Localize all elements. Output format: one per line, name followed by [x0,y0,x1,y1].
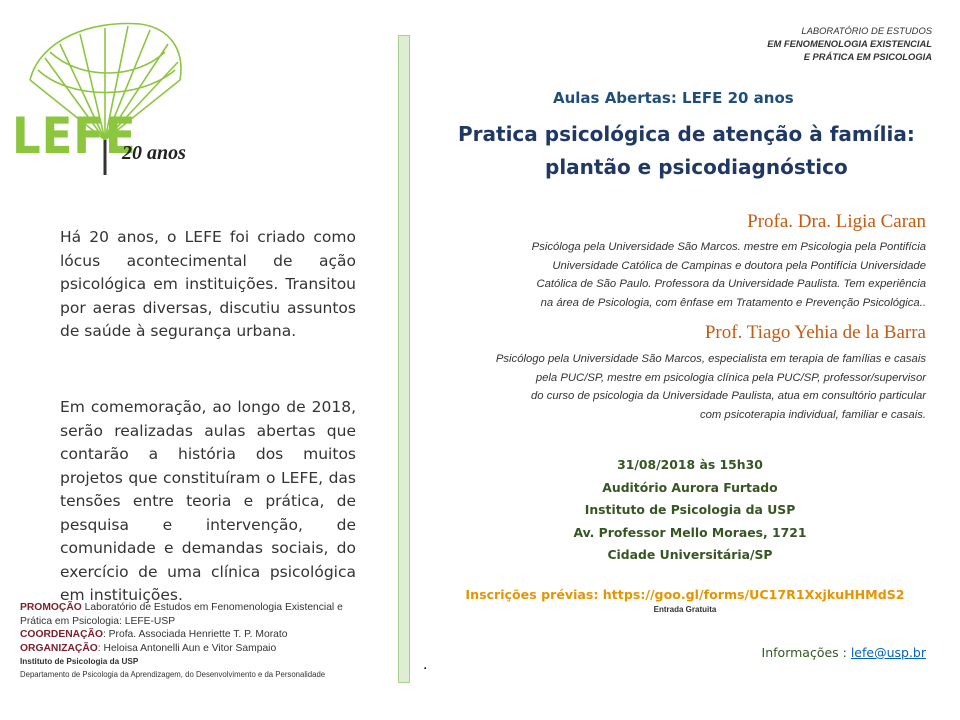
stray-dot: . [423,656,428,673]
intro-paragraph-2: Em comemoração, ao longo de 2018, serão realizadas aulas abertas que contarão a história dos muitos projetos que constituíram o LEFE, das tensões entre teoria e prática, de pesquisa e intervenção, de comunidade e demandas sociais, do exercício de uma clínica psicológica em instituições. [60,398,356,604]
event-address: Av. Professor Mello Moraes, 1721 [573,524,807,540]
speaker-1-bio: Psicóloga pela Universidade São Marcos. mestre em Psicologia pela Pontifícia Universidade Católica de Campinas e doutora pela Pontifícia Universidade Católica de São Paulo. Professora da Universidade Paulista. Tem experiência na área de Psicologia, com ênfase em Tratamento e Prevenção Psicológica.. [531,241,926,309]
event-title-line-1: Pratica psicológica de atenção à família: [458,122,915,146]
credits-promotion: PROMOÇÃO Laboratório de Estudos em Fenomenologia Existencial e Prática em Psicologia: LEFE-USP [20,602,343,627]
contact-email-link[interactable]: lefe@usp.br [850,645,926,660]
intro-paragraph-1: Há 20 anos, o LEFE foi criado como lócus acontecimental de ação psicológica em instituições. Transitou por aeras diversas, discutiu assuntos de saúde à segurança urbana. [60,228,356,340]
credits-institute: Instituto de Psicologia da USP [20,657,139,666]
lab-header [767,24,932,63]
speaker-2-name: Prof. Tiago Yehia de la Barra [704,322,926,343]
event-institute: Instituto de Psicologia da USP [584,502,796,517]
event-title-line-2: plantão e psicodiagnóstico [545,155,848,179]
event-details [540,454,840,567]
event-subtitle: Aulas Abertas: LEFE 20 anos [553,89,794,107]
free-entry-note: Entrada Gratuita [653,605,717,614]
credits-organization: ORGANIZAÇÃO: Heloisa Antonelli Aun e Vitor Sampaio [20,642,277,654]
speaker-1-name: Profa. Dra. Ligia Caran [747,211,926,232]
speaker-2-bio: Psicólogo pela Universidade São Marcos, especialista em terapia de famílias e casais pela PUC/SP, mestre em psicologia clínica pela PUC/SP, professor/supervisor do curso de psicologia da Universidade Paulista, atua em consultório particular com psicoterapia individual, familiar e casais. [495,353,926,421]
credits-block [20,601,370,680]
logo-anniversary: 20 anos [122,142,186,164]
credits-coordination: COORDENAÇÃO: Profa. Associada Henriette T. P. Morato [20,629,288,640]
event-city: Cidade Universitária/SP [607,547,773,562]
contact-label: Informações : [761,645,851,660]
event-venue: Auditório Aurora Furtado [602,479,778,495]
credits-department: Departamento de Psicologia da Aprendizagem, do Desenvolvimento e da Personalidade [20,669,326,679]
vertical-divider [398,35,410,683]
lab-line-3: E PRÁTICA EM PSICOLOGIA [803,51,932,62]
contact-info [762,645,926,660]
lab-line-1: LABORATÓRIO DE ESTUDOS [801,25,932,36]
event-date: 31/08/2018 às 15h30 [617,457,763,472]
lab-line-2: EM FENOMENOLOGIA EXISTENCIAL [767,38,932,49]
logo-wordmark: LEFE [12,107,137,165]
registration-link[interactable]: Inscrições prévias: https://goo.gl/forms/UC17R1XxjkuHHMdS2 [465,587,905,602]
